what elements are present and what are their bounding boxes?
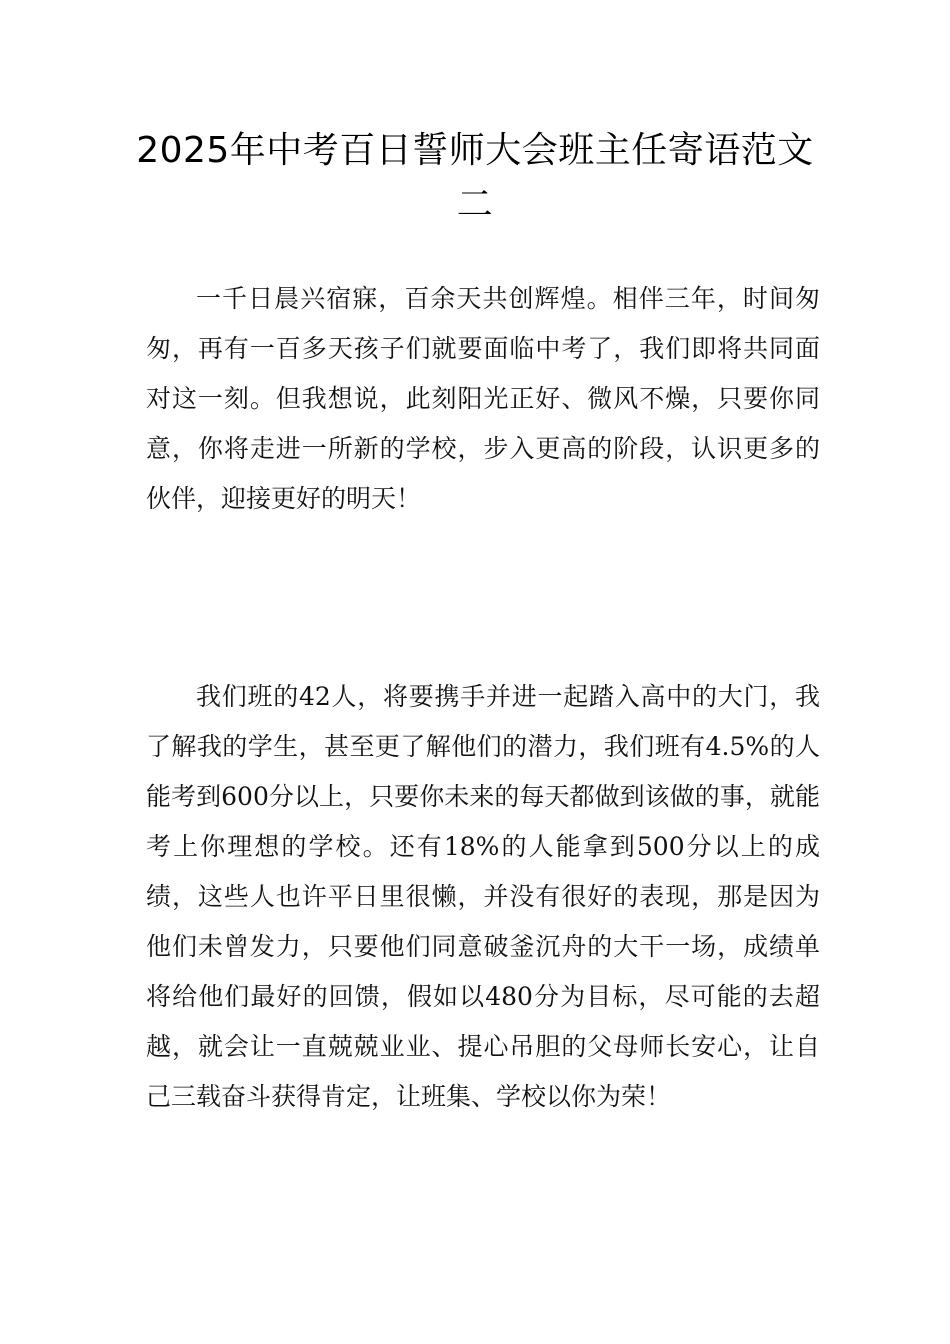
paragraph-1: 一千日晨兴宿寐，百余天共创辉煌。相伴三年，时间匆匆，再有一百多天孩子们就要面临中考了，我们即将共同面对这一刻。但我想说，此刻阳光正好、微风不燥，只要你同意，你将走进一所新的学校，步入更高的阶段，认识更多的伙伴，迎接更好的明天！ bbox=[146, 284, 820, 513]
paragraph-2: 我们班的42人，将要携手并进一起踏入高中的大门，我了解我的学生，甚至更了解他们的潜力，我们班有4.5%的人能考到600分以上，只要你未来的每天都做到该做的事，就能考上你理想的学校。还有18%的人能拿到500分以上的成绩，这些人也许平日里很懒，并没有很好的表现，那是因为他们未曾发力，只要他们同意破釜沉舟的大干一场，成绩单将给他们最好的回馈，假如以480分为目标，尽可能的去超越，就会让一直兢兢业业、提心吊胆的父母师长安心，让自己三载奋斗获得肯定，让班集、学校以你为荣！ bbox=[146, 682, 820, 1111]
document-title: 2025年中考百日誓师大会班主任寄语范文二 bbox=[136, 130, 814, 225]
